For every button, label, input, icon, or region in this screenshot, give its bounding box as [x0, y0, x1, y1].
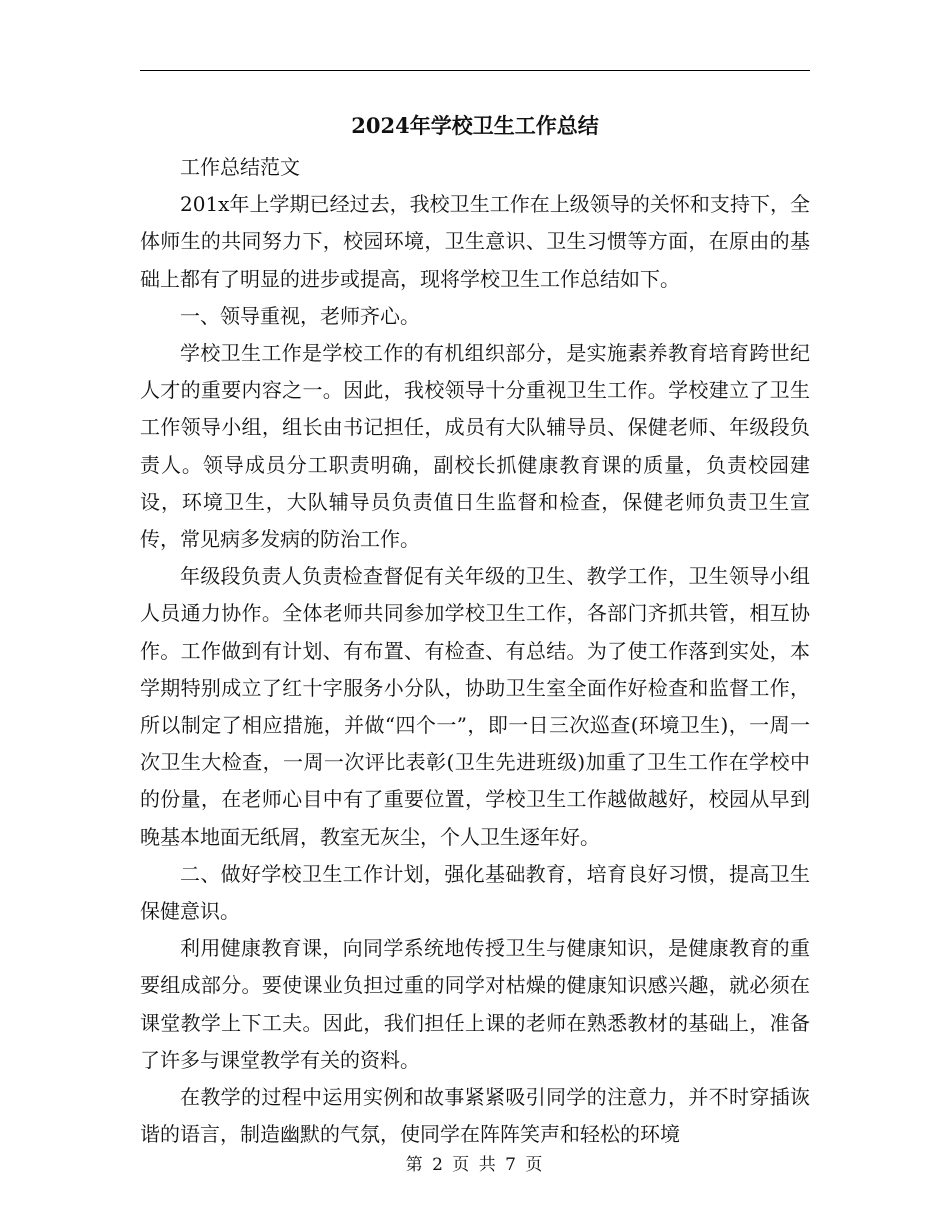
section-heading-2: 二、做好学校卫生工作计划，强化基础教育，培育良好习惯，提高卫生保健意识。 [140, 861, 810, 924]
page-number-footer: 第 2 页 共 7 页 [405, 1155, 545, 1175]
paragraph: 在教学的过程中运用实例和故事紧紧吸引同学的注意力，并不时穿插诙谐的语言，制造幽默的气氛，使同学在阵阵笑声和轻松的环境 [140, 1085, 810, 1147]
document-body [140, 149, 810, 1153]
paragraph: 学校卫生工作是学校工作的有机组织部分，是实施素养教育培育跨世纪人才的重要内容之一。因此，我校领导十分重视卫生工作。学校建立了卫生工作领导小组，组长由书记担任，成员有大队辅导员、保健老师、年级段负责人。领导成员分工职责明确，副校长抓健康教育课的质量，负责校园建设，环境卫生，大队辅导员负责值日生监督和检查，保健老师负责卫生宣传，常见病多发病的防治工作。 [140, 341, 810, 552]
paragraph-intro: 201x年上学期已经过去，我校卫生工作在上级领导的关怀和支持下，全体师生的共同努力下，校园环境，卫生意识、卫生习惯等方面，在原由的基础上都有了明显的进步或提高，现将学校卫生工作总结如下。 [140, 192, 810, 291]
section-heading-1: 一、领导重视，老师齐心。 [180, 303, 420, 328]
paragraph-subtitle: 工作总结范文 [180, 155, 300, 179]
paragraph: 利用健康教育课，向同学系统地传授卫生与健康知识，是健康教育的重要组成部分。要使课业负担过重的同学对枯燥的健康知识感兴趣，就必须在课堂教学上下工夫。因此，我们担任上课的老师在熟悉教材的基础上，准备了许多与课堂教学有关的资料。 [140, 936, 810, 1072]
paragraph: 年级段负责人负责检查督促有关年级的卫生、教学工作，卫生领导小组人员通力协作。全体老师共同参加学校卫生工作，各部门齐抓共管，相互协作。工作做到有计划、有布置、有检查、有总结。为了使工作落到实处，本学期特别成立了红十字服务小分队，协助卫生室全面作好检查和监督工作，所以制定了相应措施，并做“四个一”，即一日三次巡查(环境卫生)，一周一次卫生大检查，一周一次评比表彰(卫生先进班级)加重了卫生工作在学校中的份量，在老师心目中有了重要位置，学校卫生工作越做越好，校园从早到晚基本地面无纸屑，教室无灰尘，个人卫生逐年好。 [140, 564, 810, 849]
document-title: 2024年学校卫生工作总结 [351, 113, 599, 138]
header-rule [140, 70, 810, 71]
